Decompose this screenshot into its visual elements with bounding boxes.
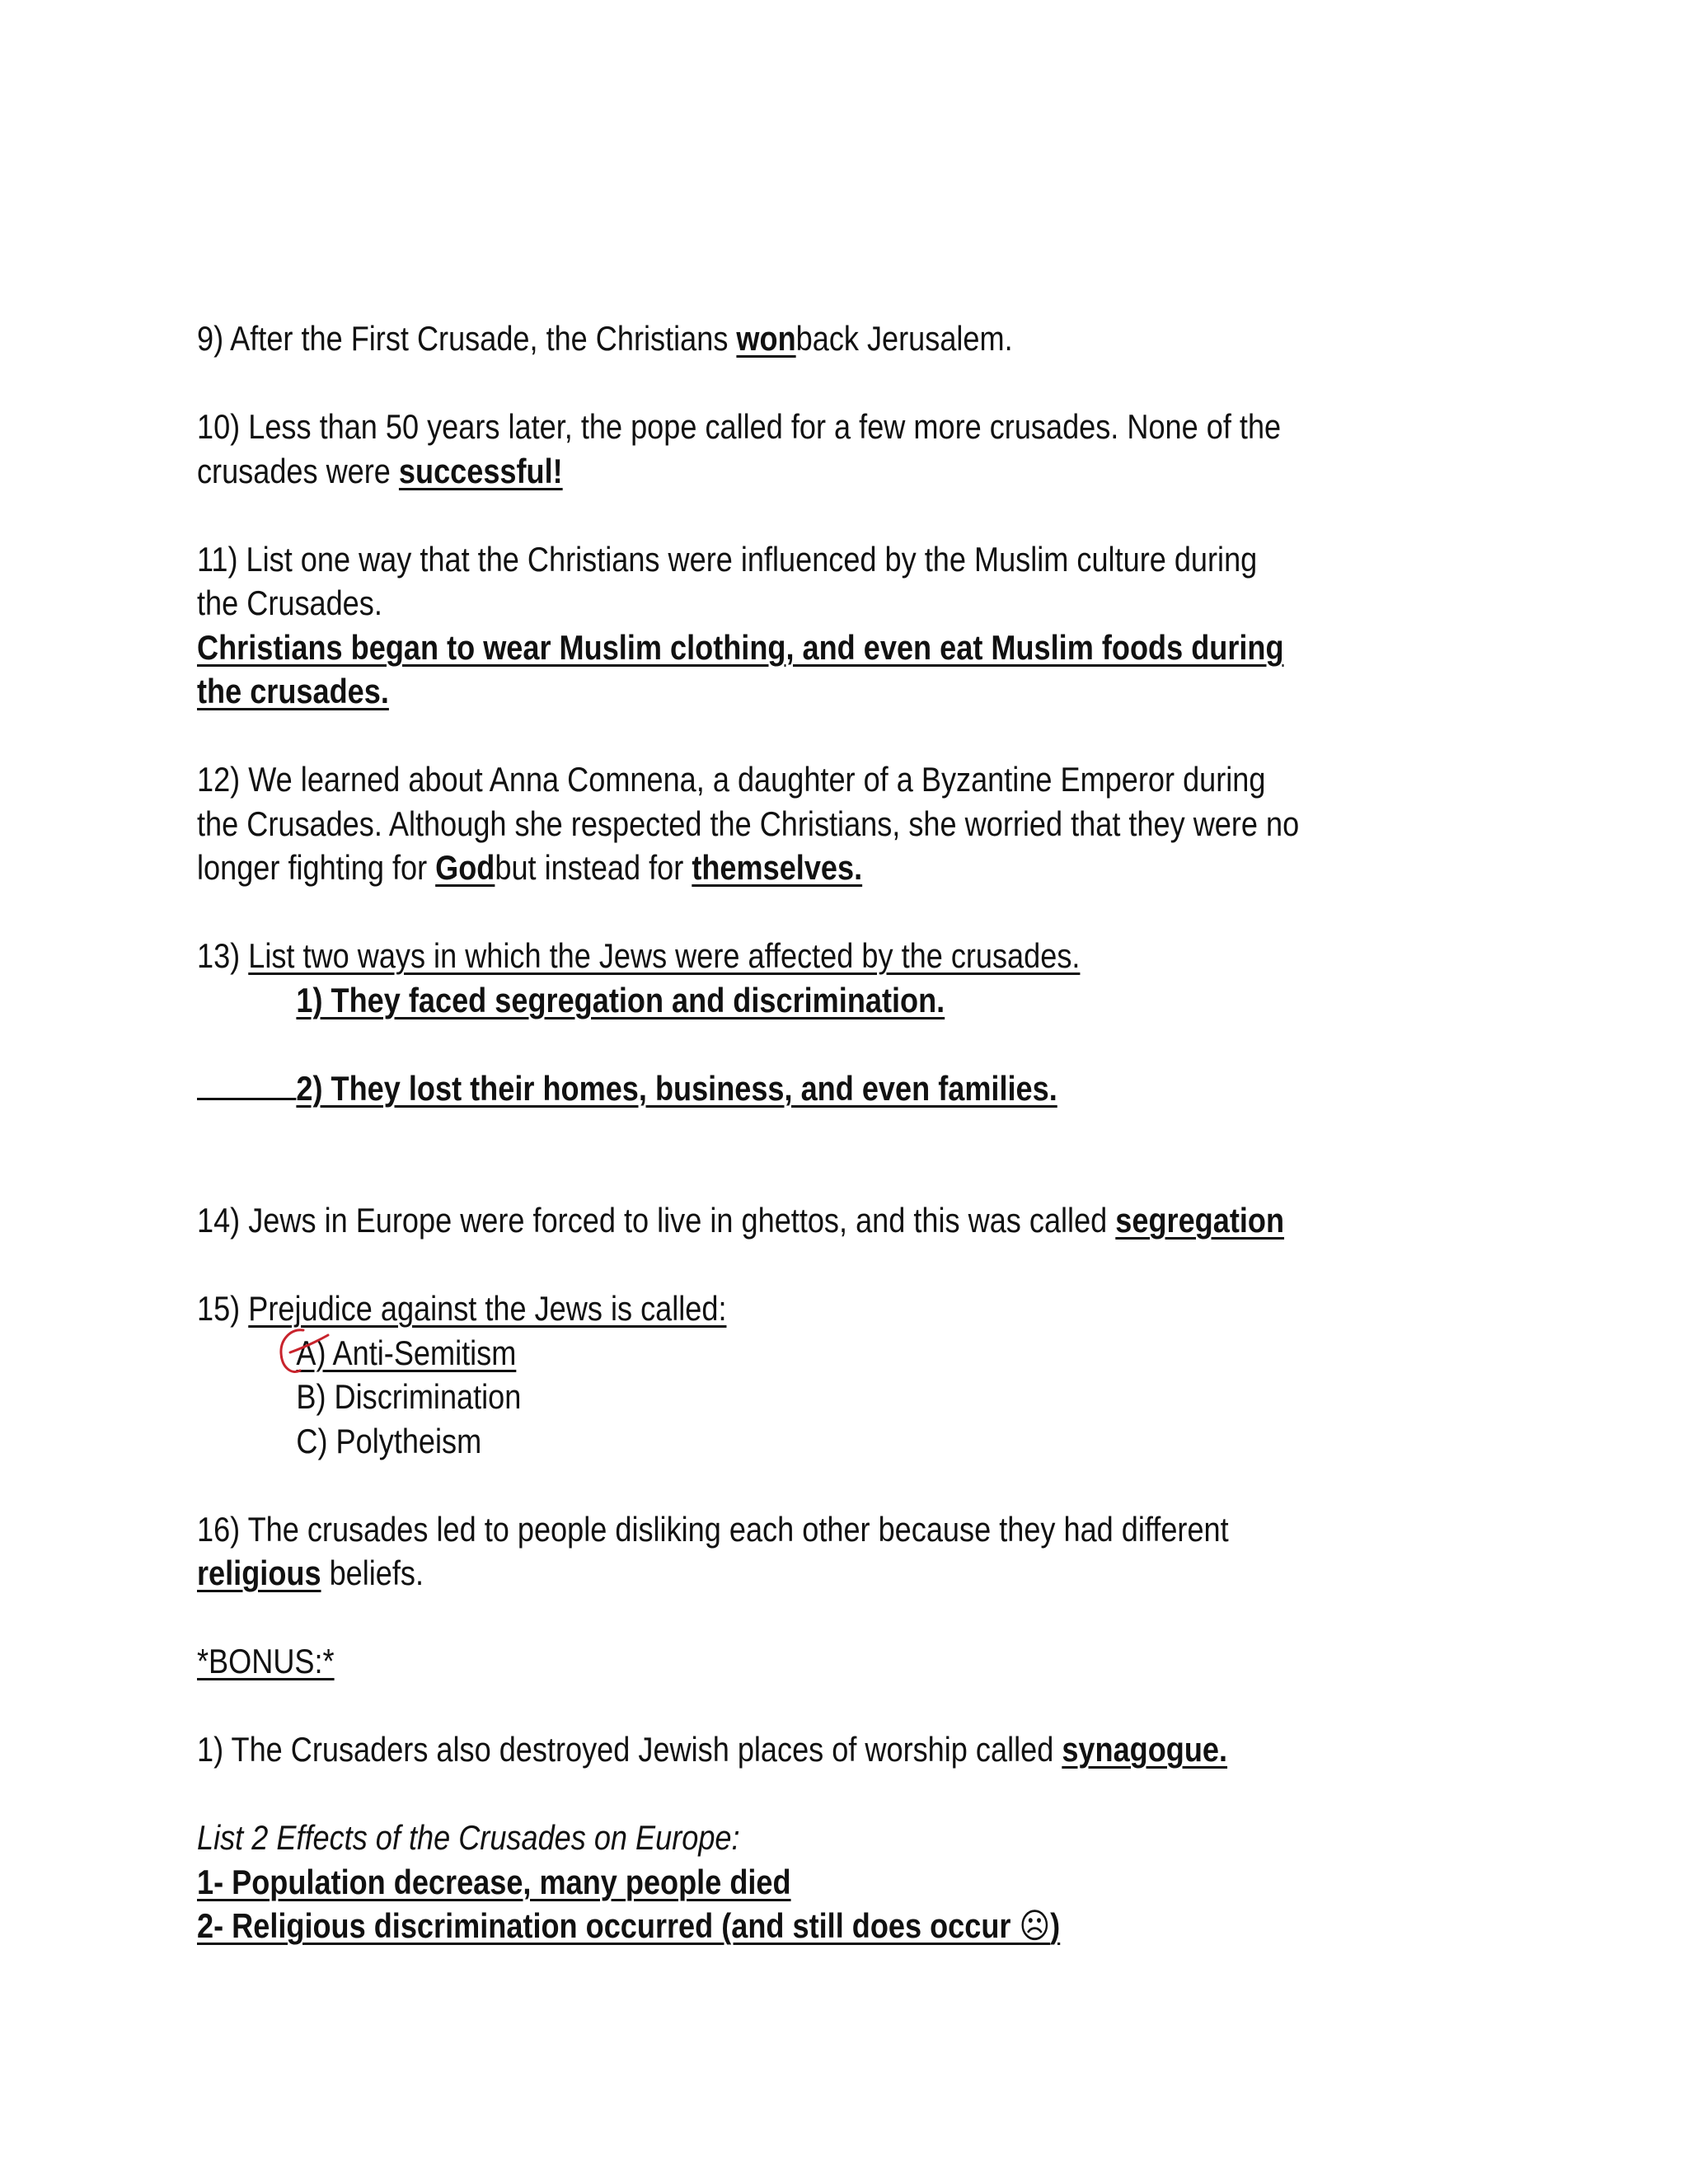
question-16: 16) The crusades led to people disliking each other because they had different religious beliefs. <box>197 1509 1229 1592</box>
effect-1: 1- Population decrease, many people died <box>197 1862 791 1901</box>
effects-heading: List 2 Effects of the Crusades on Europe: <box>197 1818 740 1857</box>
question-12: 12) We learned about Anna Comnena, a daughter of a Byzantine Emperor during the Crusades. Although she respected the Christians, she worried that they were no longer fighting for Godbut instead for themselves. <box>197 760 1300 887</box>
effect-2: 2- Religious discrimination occurred (and still does occur ☹) <box>197 1905 1061 1946</box>
answer-12-themselves: themselves. <box>692 848 863 887</box>
answer-10: successful! <box>398 451 563 490</box>
question-9: 9) After the First Crusade, the Christians wonback Jerusalem. <box>197 319 1013 358</box>
answer-13-2: 2) They lost their homes, business, and even families. <box>197 1066 1303 1111</box>
question-14: 14) Jews in Europe were forced to live in ghettos, and this was called segregation <box>197 1201 1285 1240</box>
answer-9: won <box>736 319 796 358</box>
option-b: B) Discrimination <box>296 1377 522 1416</box>
bonus-heading: *BONUS:* <box>197 1642 335 1680</box>
bonus-question-1: 1) The Crusaders also destroyed Jewish places of worship called synagogue. <box>197 1730 1228 1769</box>
option-a: A) Anti-Semitism <box>296 1333 517 1372</box>
tick-stroke <box>290 1335 328 1352</box>
answer-11: Christians began to wear Muslim clothing, and even eat Muslim foods during the crusades. <box>197 627 1284 710</box>
answer-14: segregation <box>1115 1201 1285 1240</box>
answer-circle-mark <box>279 1325 343 1376</box>
answer-16: religious <box>197 1554 321 1592</box>
option-c: C) Polytheism <box>296 1421 482 1460</box>
bonus-answer-1: synagogue. <box>1062 1730 1228 1769</box>
sad-face-icon: ☹ <box>1019 1905 1051 1946</box>
answer-13-1: 1) They faced segregation and discrimination. <box>296 980 945 1019</box>
question-11: 11) List one way that the Christians were influenced by the Muslim culture during the Crusades. <box>197 539 1258 622</box>
question-10: 10) Less than 50 years later, the pope called for a few more crusades. None of the crusades were successful! <box>197 407 1282 490</box>
question-15: 15) Prejudice against the Jews is called: <box>197 1289 727 1328</box>
question-13: 13) List two ways in which the Jews were affected by the crusades. <box>197 936 1081 975</box>
answer-12-god: God <box>435 848 495 887</box>
blank-line <box>197 1098 296 1100</box>
worksheet-content <box>197 316 1303 1948</box>
